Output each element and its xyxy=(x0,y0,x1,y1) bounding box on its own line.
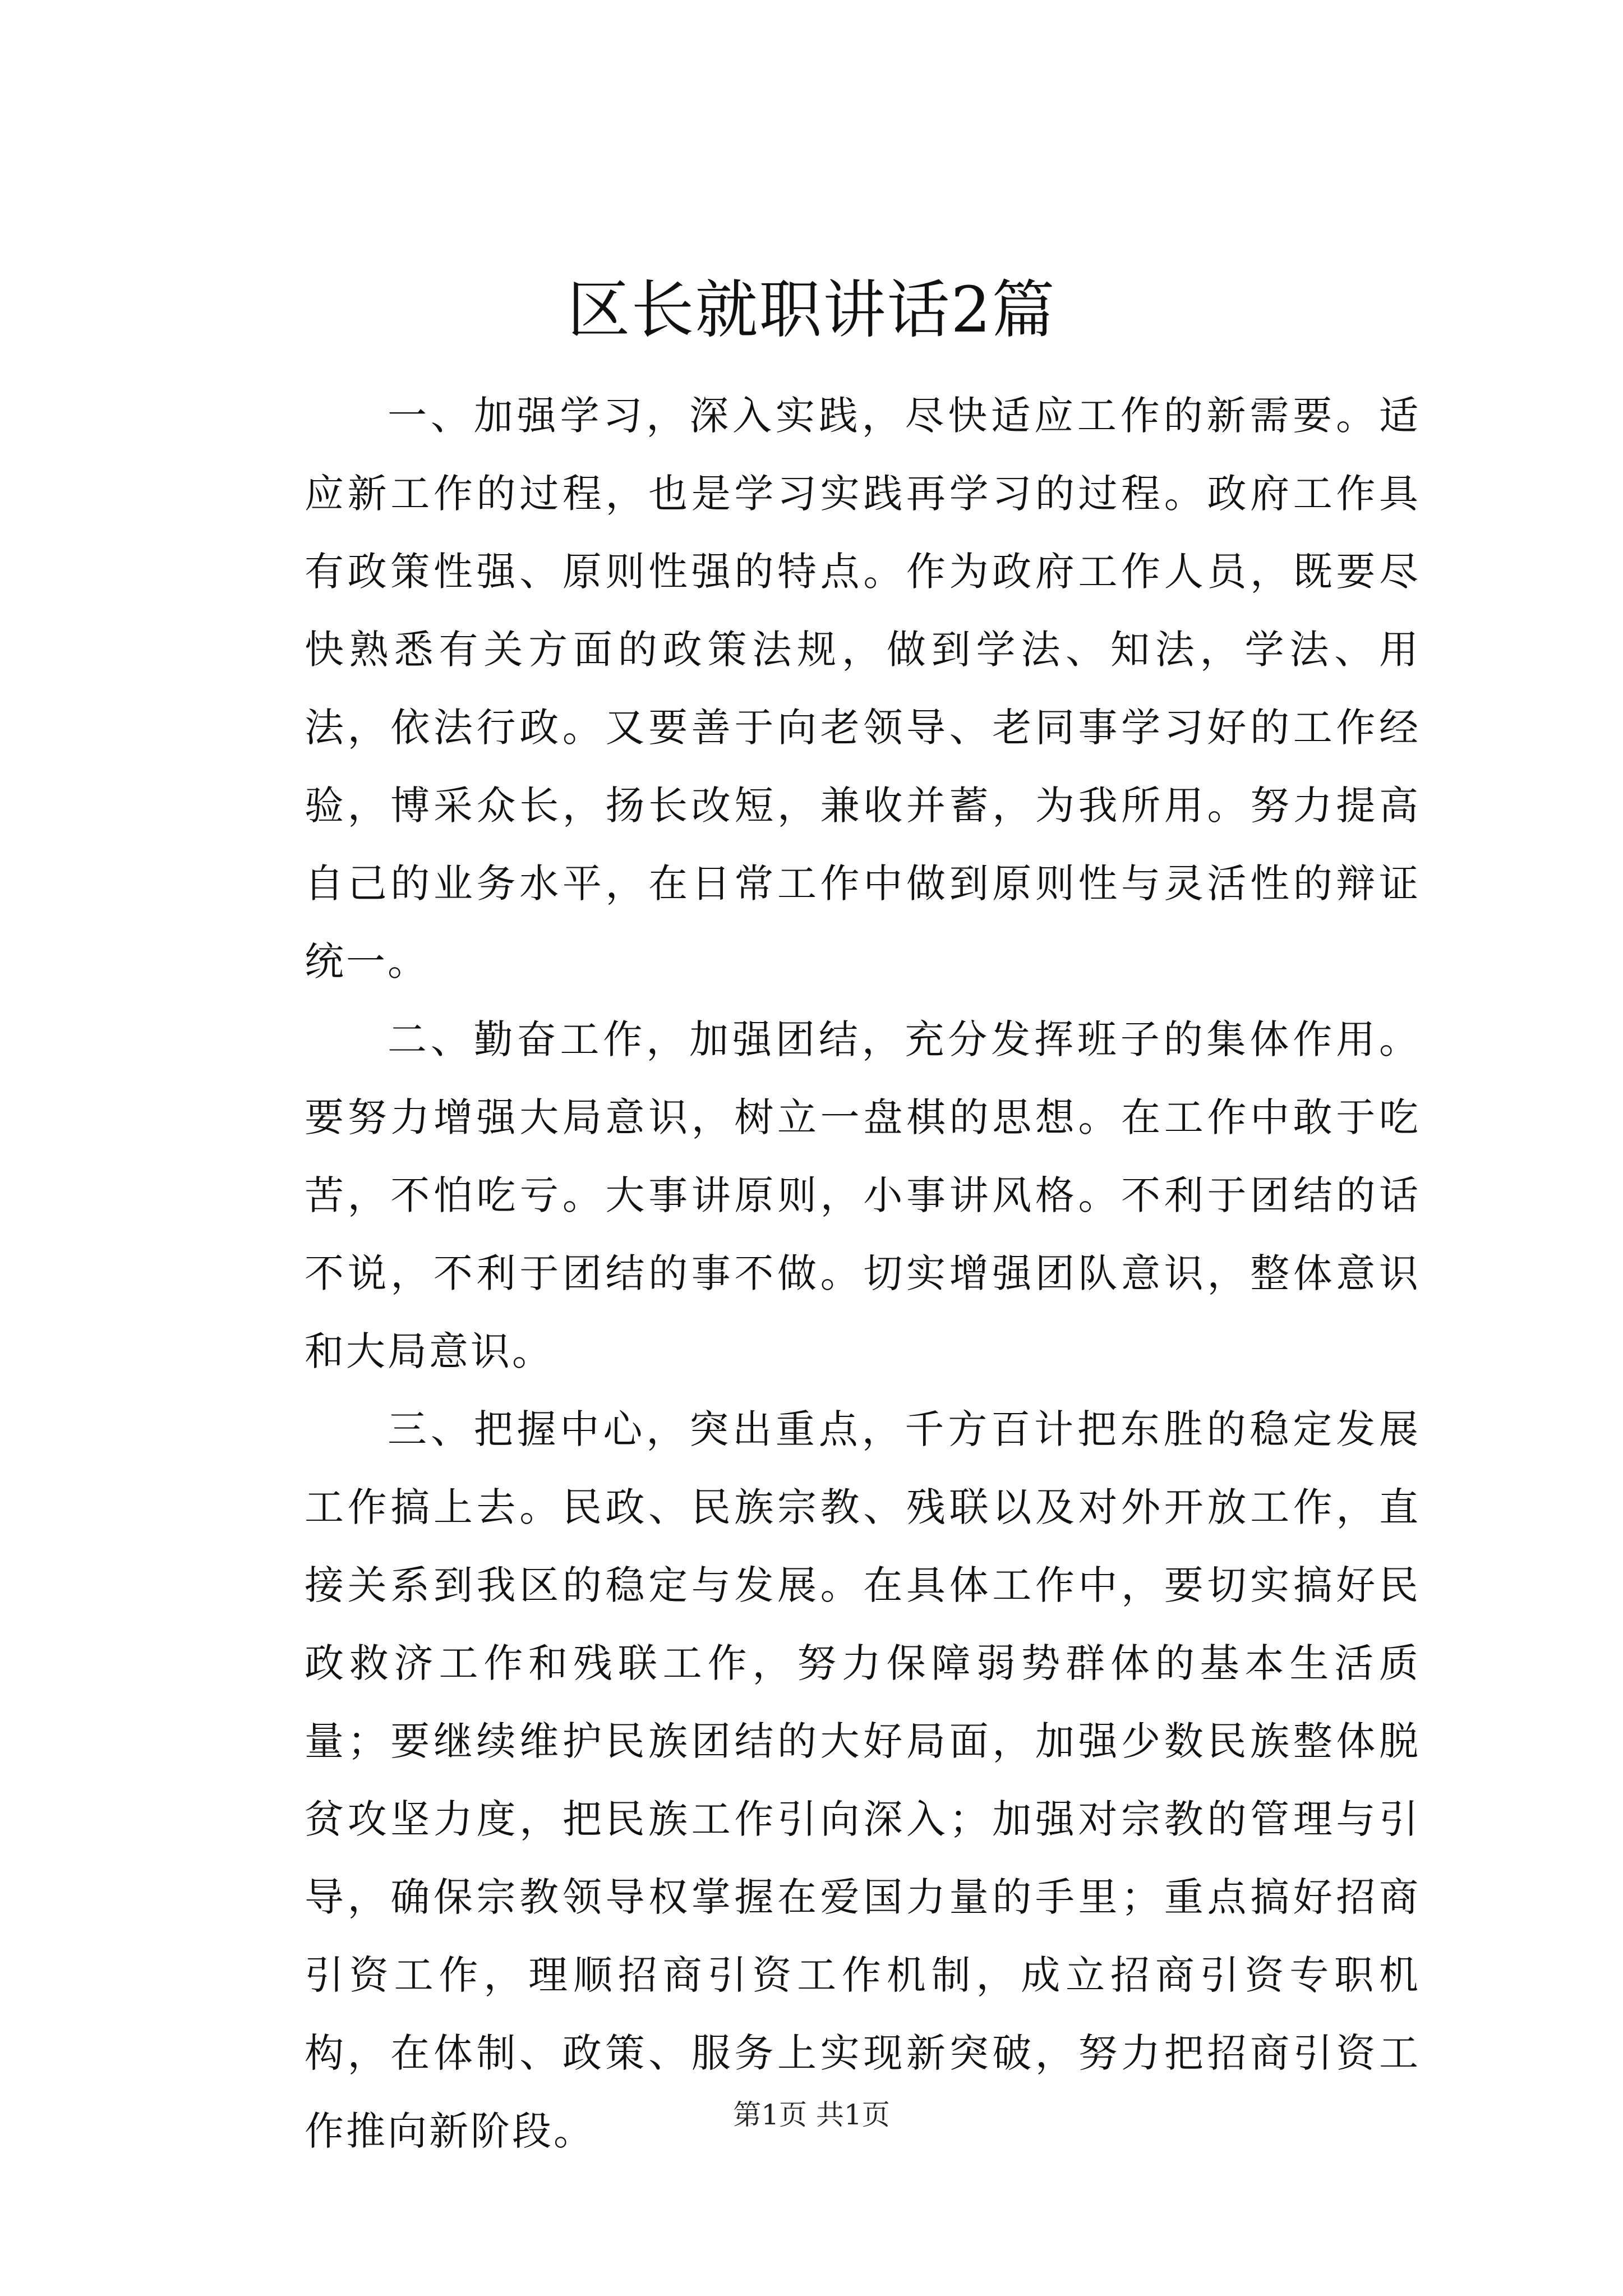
page-footer: 第1页 共1页 xyxy=(733,2099,890,2131)
paragraph-2: 二、勤奋工作，加强团结，充分发挥班子的集体作用。要努力增强大局意识，树立一盘棋的思想。在工作中敢于吃苦，不怕吃亏。大事讲原则，小事讲风格。不利于团结的话不说，不利于团结的事不做。切实增强团队意识，整体意识和大局意识。 xyxy=(305,1016,1421,1374)
document-body xyxy=(305,377,1421,2170)
paragraph-3: 三、把握中心，突出重点，千方百计把东胜的稳定发展工作搞上去。民政、民族宗教、残联以及对外开放工作，直接关系到我区的稳定与发展。在具体工作中，要切实搞好民政救济工作和残联工作，努力保障弱势群体的基本生活质量；要继续维护民族团结的大好局面，加强少数民族整体脱贫攻坚力度，把民族工作引向深入；加强对宗教的管理与引导，确保宗教领导权掌握在爱国力量的手里；重点搞好招商引资工作，理顺招商引资工作机制，成立招商引资专职机构，在体制、政策、服务上实现新突破，努力把招商引资工作推向新阶段。 xyxy=(305,1406,1421,2154)
document-title: 区长就职讲话2篇 xyxy=(567,274,1056,347)
paragraph-1: 一、加强学习，深入实践，尽快适应工作的新需要。适应新工作的过程，也是学习实践再学习的过程。政府工作具有政策性强、原则性强的特点。作为政府工作人员，既要尽快熟悉有关方面的政策法规，做到学法、知法，学法、用法，依法行政。又要善于向老领导、老同事学习好的工作经验，博采众长，扬长改短，兼收并蓄，为我所用。努力提高自己的业务水平，在日常工作中做到原则性与灵活性的辩证统一。 xyxy=(305,393,1421,984)
